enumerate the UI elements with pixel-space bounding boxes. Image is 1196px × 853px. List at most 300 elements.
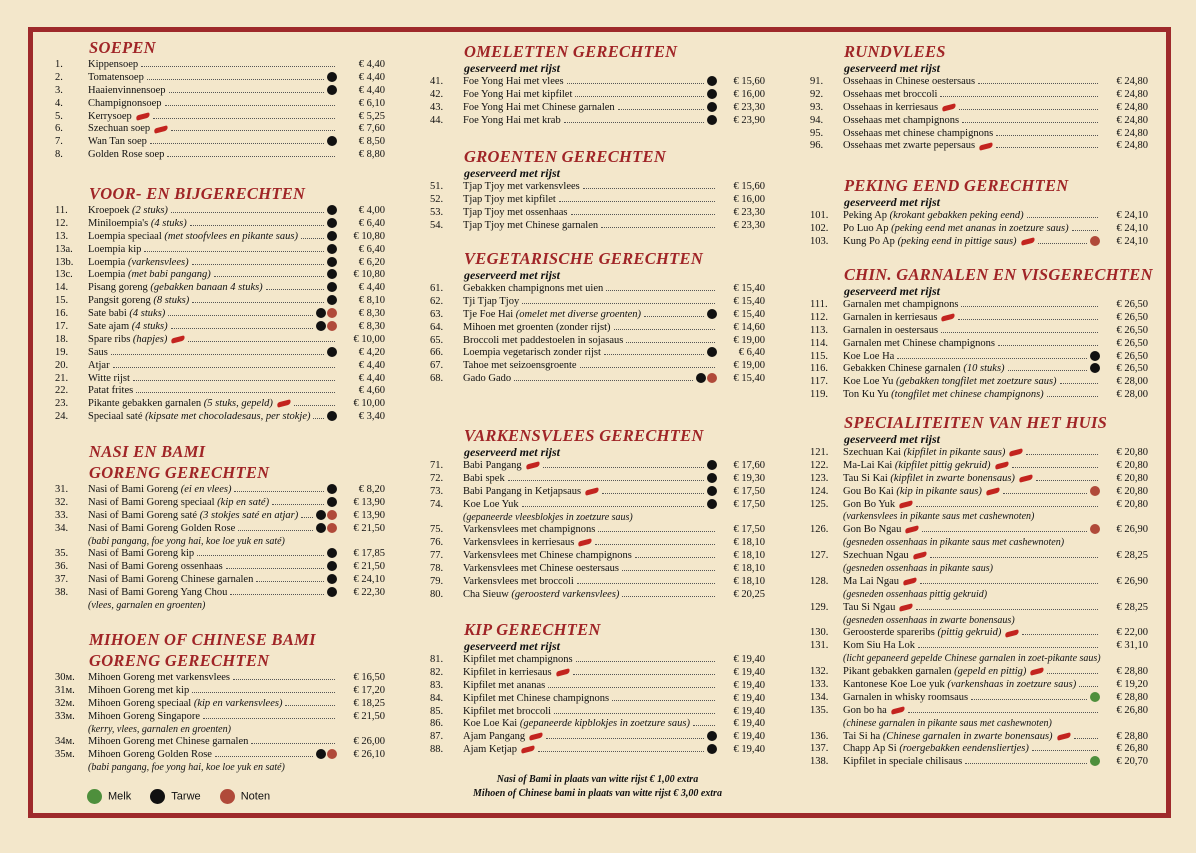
item-name-group	[88, 268, 211, 281]
menu-item	[810, 375, 1148, 388]
item-number: 61.	[430, 283, 444, 294]
item-name-group	[88, 256, 189, 269]
menu-item	[430, 717, 765, 730]
item-name: Gon Bo Ngau	[843, 524, 902, 536]
menu-item	[55, 71, 385, 84]
menu-section	[55, 441, 385, 612]
leader-dots	[203, 718, 335, 719]
item-description: (kip en varkensvlees)	[193, 697, 283, 709]
item-number: 64.	[430, 321, 444, 333]
menu-item	[430, 666, 765, 679]
leader-dots	[614, 329, 715, 330]
leader-dots	[251, 743, 335, 744]
chili-pepper-icon	[890, 706, 905, 714]
item-description-note: (chinese garnalen in pikante saus met cashewnoten)	[843, 717, 1052, 729]
item-name: Nasi of Bami Goreng saté	[88, 509, 198, 521]
leader-dots	[941, 332, 1098, 333]
leader-dots	[171, 212, 324, 213]
item-price: € 4,20	[358, 346, 385, 358]
item-number: 37.	[55, 574, 69, 586]
item-name: Koe Loe Ha	[843, 350, 895, 362]
item-price: € 15,40	[733, 283, 765, 294]
item-number: 22.	[55, 385, 69, 397]
milk-icon	[1090, 692, 1100, 702]
item-price: € 26,90	[1116, 575, 1148, 587]
section-subtitle: geserveerd met rijst	[464, 445, 560, 459]
item-price: € 23,90	[733, 114, 765, 126]
item-number: 53.	[430, 206, 444, 218]
leader-dots	[522, 506, 704, 507]
item-name: Tai Si ha	[843, 730, 881, 742]
item-price: € 19,20	[1116, 679, 1148, 691]
item-name: Kipfilet in speciale chilisaus	[843, 756, 963, 768]
leader-dots	[234, 491, 324, 492]
item-price: € 15,40	[733, 295, 765, 307]
wheat-icon	[707, 731, 717, 741]
item-description: (tongfilet met chinese champignons)	[891, 389, 1044, 401]
leader-dots	[577, 583, 715, 584]
item-name: Varkensvlees met broccoli	[463, 576, 574, 588]
menu-item	[55, 586, 385, 599]
menu-item	[430, 180, 765, 193]
leader-dots	[962, 122, 1098, 123]
item-name-group	[843, 665, 1044, 678]
item-name-group	[88, 735, 248, 748]
item-name-group	[463, 562, 619, 575]
item-name: Nasi of Bami Goreng	[88, 484, 179, 495]
item-name: Babi Pangang in Ketjapsaus	[463, 485, 582, 497]
item-name: Wan Tan soep	[88, 136, 147, 148]
menu-section	[810, 264, 1153, 401]
item-name-group	[843, 88, 937, 101]
leader-dots	[918, 647, 1098, 648]
menu-item	[810, 704, 1148, 717]
item-number: 129.	[810, 601, 829, 613]
item-price: € 4,60	[358, 385, 385, 397]
item-name-group	[463, 679, 545, 692]
item-price: € 19,00	[733, 334, 765, 346]
item-name: Kung Po Ap	[843, 235, 895, 247]
leader-dots	[1026, 454, 1098, 455]
section-title: GROENTEN GERECHTEN	[464, 147, 667, 166]
item-name-group	[843, 114, 959, 127]
item-number: 66.	[430, 347, 444, 359]
item-name-group	[88, 710, 200, 723]
wheat-icon	[327, 231, 337, 241]
leader-dots	[1022, 634, 1098, 635]
item-name-group	[88, 122, 168, 135]
menu-item	[430, 549, 765, 562]
item-number: 121.	[810, 447, 829, 458]
item-name-group	[88, 573, 253, 586]
nuts-icon	[327, 321, 337, 331]
item-description: (4 stuks)	[150, 217, 187, 229]
item-price: € 18,10	[733, 537, 765, 549]
item-number: 79.	[430, 576, 444, 588]
item-number: 88.	[430, 744, 444, 756]
item-name-group	[843, 311, 955, 324]
item-name: Mihoen Goreng Golden Rose	[88, 749, 212, 761]
item-number: 38.	[55, 587, 69, 599]
item-price: € 18,10	[733, 563, 765, 575]
item-description-note: (vlees, garnalen en groenten)	[88, 600, 206, 612]
item-price: € 8,30	[358, 308, 385, 320]
item-price: € 19,40	[733, 654, 765, 665]
item-price: € 18,10	[733, 550, 765, 562]
item-name: Tjap Tjoy met kipfilet	[463, 193, 556, 205]
item-price: € 26,50	[1116, 363, 1148, 375]
item-description: (kip en saté)	[217, 496, 270, 508]
item-description: (kip in pikante saus)	[896, 485, 982, 497]
wheat-icon	[707, 76, 717, 86]
item-name-group	[463, 730, 543, 743]
nuts-icon	[220, 789, 235, 804]
item-name: Tau Si Ngau	[843, 601, 896, 613]
item-price: € 20,80	[1116, 498, 1148, 510]
item-number: 71.	[430, 460, 444, 471]
menu-item	[55, 346, 385, 359]
item-name: Szechuan Kai	[843, 447, 902, 458]
menu-item	[55, 294, 385, 307]
leader-dots	[1003, 493, 1087, 494]
item-number: 78.	[430, 563, 444, 575]
nuts-icon	[327, 308, 337, 318]
menu-item	[430, 472, 765, 485]
leader-dots	[601, 227, 715, 228]
leader-dots	[644, 316, 704, 317]
item-name-group	[843, 75, 975, 88]
item-name: Po Luo Ap	[843, 222, 889, 234]
wheat-icon	[696, 373, 706, 383]
item-name-group	[463, 498, 519, 511]
item-description-note: (babi pangang, foe yong hai, koe loe yuk en saté)	[88, 535, 285, 547]
menu-item	[55, 359, 385, 372]
menu-item	[55, 573, 385, 586]
item-name: Nasi of Bami Goreng speciaal	[88, 496, 215, 508]
item-name: Mihoen Goreng met kip	[88, 684, 190, 696]
menu-section	[810, 412, 1148, 768]
item-number: 128.	[810, 575, 829, 587]
item-price: € 18,25	[353, 697, 385, 709]
chili-pepper-icon	[912, 552, 927, 560]
item-number: 137.	[810, 743, 829, 755]
item-number: 85.	[430, 705, 444, 717]
item-price: € 24,80	[1116, 114, 1148, 126]
item-number: 24.	[55, 411, 69, 423]
item-price: € 20,70	[1116, 756, 1148, 768]
menu-item	[810, 498, 1148, 511]
item-name-group	[843, 459, 1009, 472]
wheat-icon	[327, 347, 337, 357]
item-price: € 18,10	[733, 576, 765, 588]
leader-dots	[996, 147, 1098, 148]
section-subtitle: geserveerd met rijst	[464, 61, 560, 75]
item-description: (gebakken tongfilet met zoetzure saus)	[895, 376, 1057, 388]
menu-section	[55, 183, 385, 423]
menu-item	[55, 110, 385, 123]
menu-item	[810, 472, 1148, 485]
item-description: (gepeld en pittig)	[954, 666, 1027, 678]
menu-item	[55, 256, 385, 269]
item-name: Tji Tjap Tjoy	[463, 295, 520, 307]
item-name-group	[88, 483, 231, 496]
menu-item	[55, 333, 385, 346]
chili-pepper-icon	[578, 539, 593, 547]
item-number: 68.	[430, 373, 444, 385]
leader-dots	[576, 661, 715, 662]
section-title: MIHOEN OF CHINESE BAMI	[89, 630, 316, 649]
item-name: Babi spek	[463, 472, 505, 484]
item-name: Varkensvlees met champignons	[463, 524, 596, 536]
chili-pepper-icon	[1056, 732, 1071, 740]
wheat-icon	[150, 789, 165, 804]
item-price: € 19,00	[733, 360, 765, 372]
item-price: € 16,00	[733, 193, 765, 205]
leader-dots	[111, 354, 324, 355]
item-price: € 8,10	[358, 295, 385, 307]
item-number: 136.	[810, 730, 829, 742]
item-price: € 24,80	[1116, 88, 1148, 100]
leader-dots	[571, 214, 715, 215]
item-name: Varkensvlees in kerriesaus	[463, 537, 575, 549]
section-title: GORENG GERECHTEN	[89, 651, 270, 670]
leader-dots	[693, 725, 715, 726]
item-name: Patat frites	[88, 385, 134, 397]
menu-item	[810, 75, 1148, 88]
item-number: 18.	[55, 333, 69, 345]
item-description-note: (gesneden ossenhaas pittig gekruid)	[843, 588, 988, 600]
nuts-icon	[1090, 486, 1100, 496]
item-name-group	[88, 359, 110, 372]
item-name-group	[463, 75, 564, 88]
leader-dots	[171, 130, 335, 131]
menu-item	[55, 204, 385, 217]
leader-dots	[920, 583, 1098, 584]
item-name-group	[843, 523, 919, 536]
item-price: € 26,50	[1116, 299, 1148, 310]
item-number: 42.	[430, 88, 444, 100]
item-name: Ossehaas in kerriesaus	[843, 101, 939, 113]
item-number: 52.	[430, 193, 444, 205]
nuts-icon	[707, 373, 717, 383]
item-name-group	[843, 375, 1057, 388]
section-subtitle: geserveerd met rijst	[844, 195, 940, 209]
legend-wheat	[150, 789, 200, 804]
menu-item	[810, 337, 1148, 350]
section-subtitle: geserveerd met rijst	[464, 268, 560, 282]
menu-section	[55, 629, 385, 774]
item-number: 127.	[810, 550, 829, 562]
leader-dots	[1079, 686, 1098, 687]
item-number: 81.	[430, 654, 444, 665]
allergen-badges	[707, 115, 718, 128]
item-description: (kipfilet in zwarte bonensaus)	[890, 472, 1015, 484]
item-name: Tomatensoep	[88, 71, 144, 83]
section-title: NASI EN BAMI	[89, 442, 206, 461]
item-price: € 17,60	[733, 460, 765, 471]
item-name-group	[843, 101, 956, 114]
menu-item	[55, 496, 385, 509]
item-name-group	[843, 324, 938, 337]
item-number: 31.	[55, 484, 69, 495]
item-price: € 26,00	[353, 736, 385, 748]
item-name: Tje Foe Hai	[463, 308, 514, 320]
item-name-group	[88, 148, 164, 161]
item-number: 114.	[810, 337, 828, 349]
leader-dots	[226, 568, 324, 569]
item-name: Mihoen Goreng speciaal	[88, 697, 192, 709]
leader-dots	[554, 713, 715, 714]
leader-dots	[167, 156, 335, 157]
section-title: SOEPEN	[89, 38, 156, 57]
menu-item	[55, 58, 385, 71]
item-price: € 6,10	[358, 97, 385, 109]
item-price: € 26,50	[1116, 311, 1148, 323]
item-name: Koe Loe Yuk	[463, 498, 519, 510]
item-name-group	[843, 222, 1069, 235]
menu-item	[55, 483, 385, 496]
item-name: Foe Yong Hai met vlees	[463, 76, 564, 87]
legend-milk-label: Melk	[108, 790, 132, 803]
item-number: 124.	[810, 485, 829, 497]
leader-dots	[165, 105, 335, 106]
item-name: Kipfilet in kerriesaus	[463, 666, 552, 678]
leader-dots	[626, 342, 715, 343]
allergen-badges	[1090, 756, 1101, 769]
item-name: Nasi of Bami Goreng kip	[88, 548, 195, 560]
menu-item	[55, 230, 385, 243]
item-number: 134.	[810, 691, 829, 703]
menu-item	[810, 742, 1148, 755]
item-name-group	[463, 692, 609, 705]
item-number: 84.	[430, 692, 444, 704]
leader-dots	[606, 290, 715, 291]
item-number: 31м.	[55, 684, 75, 696]
item-name: Gon bo ha	[843, 704, 887, 716]
leader-dots	[1038, 243, 1087, 244]
chili-pepper-icon	[555, 668, 570, 676]
wheat-icon	[327, 574, 337, 584]
section-subtitle: geserveerd met rijst	[464, 639, 560, 653]
wheat-icon	[327, 561, 337, 571]
item-number: 54.	[430, 219, 444, 231]
item-price: € 15,60	[733, 76, 765, 87]
leader-dots	[598, 531, 715, 532]
item-name: Ossehaas met broccoli	[843, 88, 938, 100]
item-name-group	[463, 334, 623, 347]
item-price: € 28,00	[1116, 389, 1148, 401]
leader-dots	[214, 276, 324, 277]
menu-item	[430, 206, 765, 219]
footer-note-2: Mihoen of Chinese bami in plaats van witte rijst € 3,00 extra	[473, 788, 722, 799]
item-number: 92.	[810, 88, 824, 100]
item-price: € 7,60	[358, 123, 385, 135]
item-number: 113.	[810, 324, 828, 336]
leader-dots	[144, 251, 324, 252]
menu-item	[430, 193, 765, 206]
item-name: Garnalen in whisky roomsaus	[843, 691, 969, 703]
section-subtitle: geserveerd met rijst	[464, 166, 560, 180]
item-number: 44.	[430, 114, 444, 126]
item-number: 123.	[810, 472, 829, 484]
section-title: SPECIALITEITEN VAN HET HUIS	[844, 413, 1108, 432]
item-price: € 16,00	[733, 88, 765, 100]
leader-dots	[959, 109, 1098, 110]
menu-item	[55, 560, 385, 573]
legend-milk	[87, 789, 131, 804]
wheat-icon	[707, 347, 717, 357]
item-number: 15.	[55, 295, 69, 307]
item-name: Nasi of Bami Goreng ossenhaas	[88, 561, 223, 573]
item-description: (kipsate met chocoladesaus, per stokje)	[145, 411, 311, 423]
leader-dots	[272, 504, 324, 505]
item-price: € 13,90	[353, 509, 385, 521]
item-number: 86.	[430, 718, 444, 730]
chili-pepper-icon	[1019, 474, 1034, 482]
item-price: € 24,10	[1116, 210, 1148, 221]
item-name: Nasi of Bami Goreng Yang Chou	[88, 587, 228, 599]
item-name: Tjap Tjoy met Chinese garnalen	[463, 219, 599, 231]
item-price: € 24,10	[1116, 222, 1148, 234]
item-description-note: (gesneden ossenhaas in pikante saus met cashewnoten)	[843, 537, 1065, 549]
footer-note-1: Nasi of Bami in plaats van witte rijst € 1,00 extra	[496, 774, 699, 785]
item-number: 14.	[55, 282, 69, 294]
leader-dots	[940, 96, 1098, 97]
item-price: € 17,50	[733, 498, 765, 510]
chili-pepper-icon	[941, 313, 956, 321]
item-price: € 19,40	[733, 705, 765, 717]
item-price: € 26,50	[1116, 337, 1148, 349]
item-name: Babi Pangang	[463, 460, 522, 471]
section-title: KIP GERECHTEN	[464, 620, 601, 639]
chili-pepper-icon	[899, 500, 914, 508]
item-price: € 19,40	[733, 744, 765, 756]
item-name: Peking Ap	[843, 210, 888, 221]
chili-pepper-icon	[942, 103, 957, 111]
menu-item	[810, 665, 1148, 678]
item-name: Kipfilet met Chinese champignons	[463, 692, 610, 704]
milk-icon	[1090, 756, 1100, 766]
leader-dots	[604, 354, 704, 355]
menu-item	[430, 321, 765, 334]
menu-item	[55, 268, 385, 281]
menu-item	[55, 522, 385, 535]
item-name-group	[88, 204, 168, 217]
item-name-group	[463, 295, 519, 308]
menu-section	[430, 248, 765, 385]
leader-dots	[1047, 396, 1098, 397]
item-number: 34.	[55, 522, 69, 534]
menu-item	[810, 730, 1148, 743]
menu-item	[55, 509, 385, 522]
menu-item	[55, 97, 385, 110]
item-name-group	[843, 139, 993, 152]
chili-pepper-icon	[899, 603, 914, 611]
item-price: € 24,10	[1116, 235, 1148, 247]
item-name-group	[463, 536, 592, 549]
chili-pepper-icon	[1020, 237, 1035, 245]
item-number: 16.	[55, 308, 69, 320]
item-name-group	[463, 575, 574, 588]
menu-item	[55, 243, 385, 256]
item-price: € 26,80	[1116, 743, 1148, 755]
item-number: 122.	[810, 459, 829, 471]
menu-item	[430, 562, 765, 575]
item-price: € 4,40	[358, 59, 385, 70]
item-price: € 20,25	[733, 588, 765, 600]
item-description: (krokant gebakken peking eend)	[889, 210, 1024, 221]
item-price: € 4,40	[358, 282, 385, 294]
